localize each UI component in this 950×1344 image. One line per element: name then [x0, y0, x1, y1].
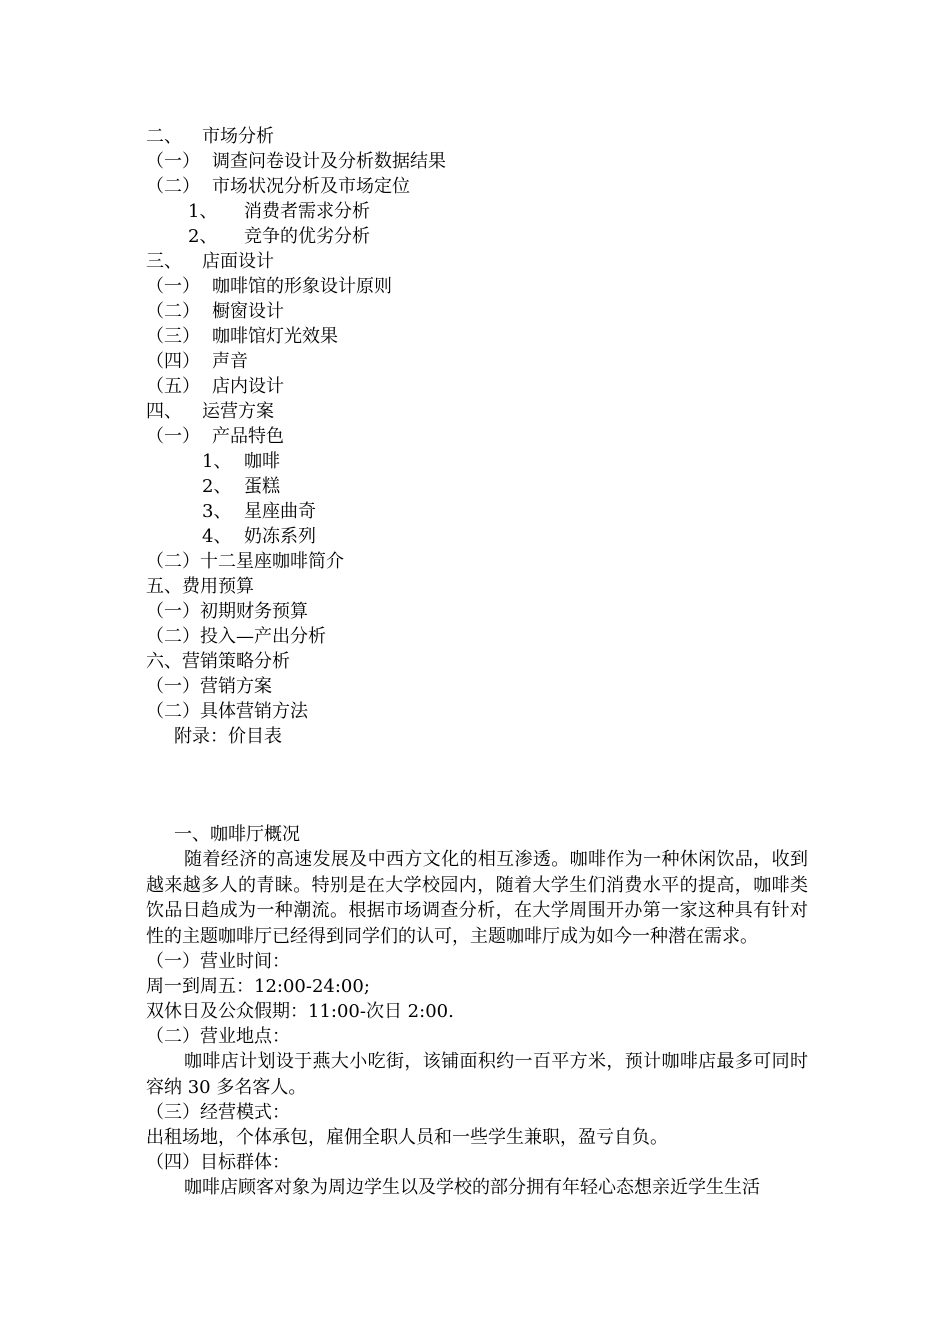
- toc-entry: [146, 399, 806, 424]
- toc-entry-number: 四、: [146, 401, 182, 422]
- toc-entry-number: （二）: [146, 301, 200, 322]
- toc-entry-text: 店面设计: [202, 251, 274, 272]
- hours-weekend: 双休日及公众假期：11:00-次日 2:00.: [146, 1001, 454, 1022]
- toc-entry-number: （一）: [146, 426, 200, 447]
- location-title: （二）营业地点：: [146, 1026, 290, 1047]
- toc-entry-number: 2、: [202, 476, 232, 497]
- toc-entry-text: 咖啡: [244, 451, 280, 472]
- toc-entry: [146, 499, 806, 524]
- toc-entry-text: （二）具体营销方法: [146, 701, 308, 722]
- toc-entry: [146, 299, 806, 324]
- toc-entry: [146, 149, 806, 174]
- toc-entry: [146, 474, 806, 499]
- toc-entry: [146, 349, 806, 374]
- toc-entry-number: 二、: [146, 126, 182, 147]
- toc-entry: [146, 699, 806, 724]
- toc-entry: [146, 449, 806, 474]
- toc-entry: [146, 324, 806, 349]
- toc-entry: [146, 199, 806, 224]
- toc-entry-text: 咖啡馆的形象设计原则: [212, 276, 392, 297]
- toc-entry-number: （一）: [146, 276, 200, 297]
- toc-entry-text: 咖啡馆灯光效果: [212, 326, 338, 347]
- toc-entry-text: （二）投入—产出分析: [146, 626, 326, 647]
- toc-entry-text: 调查问卷设计及分析数据结果: [212, 151, 446, 172]
- document-body: [146, 822, 808, 1200]
- toc-entry-text: （二）十二星座咖啡简介: [146, 551, 344, 572]
- toc-entry: [146, 674, 806, 699]
- section-heading: 一、咖啡厅概况: [174, 824, 300, 845]
- target-title: （四）目标群体：: [146, 1152, 290, 1173]
- toc-entry: [146, 549, 806, 574]
- toc-entry-text: 星座曲奇: [244, 501, 316, 522]
- toc-entry-text: （一）初期财务预算: [146, 601, 308, 622]
- intro-paragraph: 随着经济的高速发展及中西方文化的相互渗透。咖啡作为一种休闲饮品，收到越来越多人的青睐。特别是在大学校园内，随着大学生们消费水平的提高，咖啡类饮品日趋成为一种潮流。根据市场调查分析，在大学周围开办第一家这种具有针对性的主题咖啡厅已经得到同学们的认可，主题咖啡厅成为如今一种潜在需求。: [146, 849, 808, 947]
- toc-entry-text: 奶冻系列: [244, 526, 316, 547]
- toc-entry-number: 2、: [188, 226, 218, 247]
- hours-title: （一）营业时间：: [146, 951, 290, 972]
- toc-entry-text: 竞争的优劣分析: [244, 226, 370, 247]
- toc-entry: [146, 249, 806, 274]
- toc-entry-number: 4、: [202, 526, 232, 547]
- toc-entry-number: （四）: [146, 351, 200, 372]
- mode-text: 出租场地，个体承包，雇佣全职人员和一些学生兼职，盈亏自负。: [146, 1127, 668, 1148]
- toc-entry-text: 店内设计: [212, 376, 284, 397]
- target-text: 咖啡店顾客对象为周边学生以及学校的部分拥有年轻心态想亲近学生生活: [184, 1177, 760, 1198]
- toc-entry-text: 声音: [212, 351, 248, 372]
- toc-entry: [146, 424, 806, 449]
- toc-entry: [146, 524, 806, 549]
- toc-entry-number: 3、: [202, 501, 232, 522]
- toc-entry: [146, 224, 806, 249]
- toc-entry: [146, 124, 806, 149]
- toc-entry: [146, 574, 806, 599]
- location-paragraph: 咖啡店计划设于燕大小吃街，该铺面积约一百平方米，预计咖啡店最多可同时容纳 30 多名客人。: [146, 1051, 808, 1098]
- toc-entry-number: （五）: [146, 376, 200, 397]
- toc-entry-text: 六、营销策略分析: [146, 651, 290, 672]
- toc-entry-number: 三、: [146, 251, 182, 272]
- toc-entry-text: （一）营销方案: [146, 676, 272, 697]
- toc-entry: [146, 724, 806, 749]
- toc-entry-text: 附录：价目表: [174, 726, 282, 747]
- toc-entry-text: 市场分析: [202, 126, 274, 147]
- toc-entry-text: 蛋糕: [244, 476, 280, 497]
- toc-entry-number: 1、: [202, 451, 232, 472]
- toc-entry-text: 运营方案: [202, 401, 274, 422]
- hours-weekday: 周一到周五：12:00-24:00;: [146, 976, 370, 997]
- toc-entry-number: 1、: [188, 201, 218, 222]
- toc-entry: [146, 174, 806, 199]
- toc-entry: [146, 374, 806, 399]
- toc-entry: [146, 649, 806, 674]
- toc-entry-text: 产品特色: [212, 426, 284, 447]
- toc-entry: [146, 599, 806, 624]
- toc-entry-number: （二）: [146, 176, 200, 197]
- toc-entry-number: （一）: [146, 151, 200, 172]
- mode-title: （三）经营模式：: [146, 1102, 290, 1123]
- toc-entry: [146, 274, 806, 299]
- toc-entry: [146, 624, 806, 649]
- toc-entry-number: （三）: [146, 326, 200, 347]
- toc-entry-text: 橱窗设计: [212, 301, 284, 322]
- table-of-contents: [146, 124, 806, 749]
- toc-entry-text: 五、费用预算: [146, 576, 254, 597]
- toc-entry-text: 市场状况分析及市场定位: [212, 176, 410, 197]
- toc-entry-text: 消费者需求分析: [244, 201, 370, 222]
